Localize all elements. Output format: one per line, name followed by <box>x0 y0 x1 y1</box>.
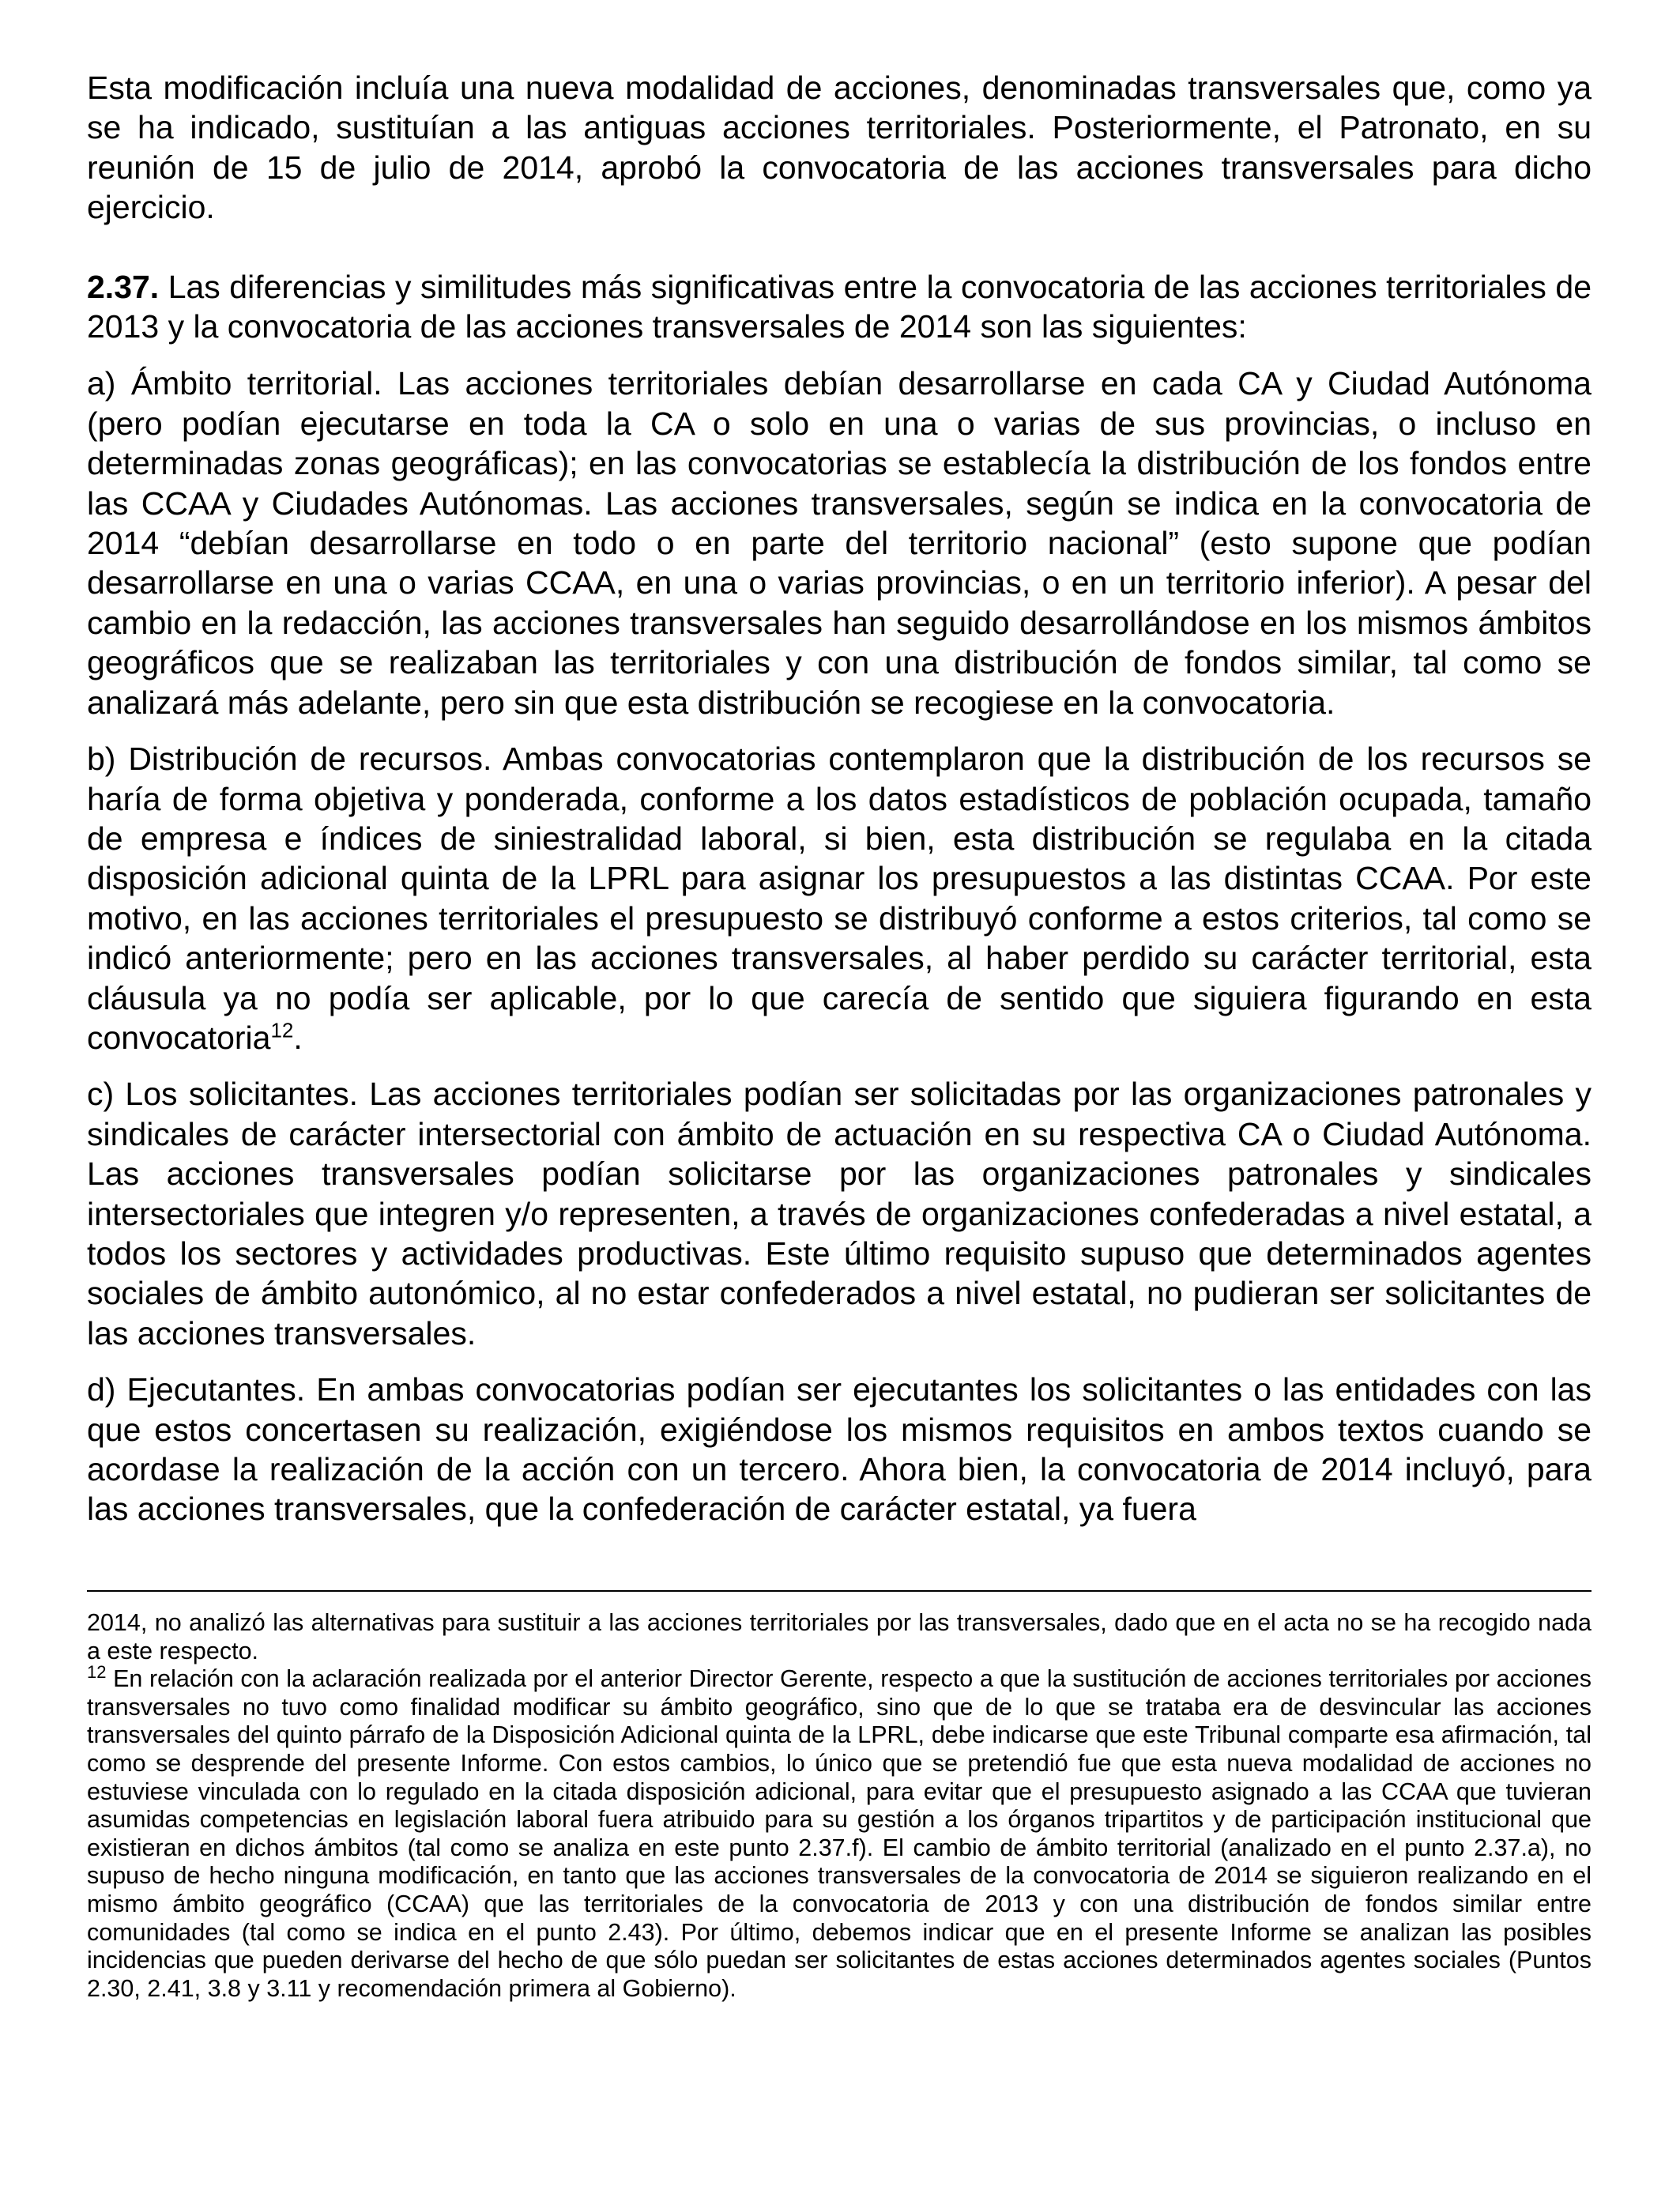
footnote-separator <box>87 1590 1591 1592</box>
item-b-text: b) Distribución de recursos. Ambas convocatorias contemplaron que la distribución de los recursos se haría de forma objetiva y ponderada, conforme a los datos estadísticos de población ocupada, tamaño de empresa e índices de siniestralidad laboral, si bien, esta distribución se regulaba en la citada disposición adicional quinta de la LPRL para asignar los presupuestos a las distintas CCAA. Por este motivo, en las acciones territoriales el presupuesto se distribuyó conforme a estos criterios, tal como se indicó anteriormente; pero en las acciones transversales, al haber perdido su carácter territorial, esta cláusula ya no podía ser aplicable, por lo que carecía de sentido que siguiera figurando en esta convocatoria <box>87 741 1591 1056</box>
item-b-distribucion-recursos <box>87 739 1591 1057</box>
paragraph-2-37 <box>87 267 1591 347</box>
document-body <box>87 68 1591 1529</box>
item-c-solicitantes: c) Los solicitantes. Las acciones territoriales podían ser solicitadas por las organizaciones patronales y sindicales de carácter intersectorial con ámbito de actuación en su respectiva CA o Ciudad Autónoma. Las acciones transversales podían solicitarse por las organizaciones patronales y sindicales intersectoriales que integren y/o representen, a través de organizaciones confederadas a nivel estatal, a todos los sectores y actividades productivas. Este último requisito supuso que determinados agentes sociales de ámbito autonómico, al no estar confederados a nivel estatal, no pudieran ser solicitantes de las acciones transversales. <box>87 1076 1591 1351</box>
footnote-12-number: 12 <box>87 1662 107 1683</box>
footnote-ref-12: 12 <box>270 1018 294 1042</box>
footnotes <box>87 1609 1591 2003</box>
item-d-ejecutantes: d) Ejecutantes. En ambas convocatorias podían ser ejecutantes los solicitantes o las entidades con las que estos concertasen su realización, exigiéndose los mismos requisitos en ambos textos cuando se acordase la realización de la acción con un tercero. Ahora bien, la convocatoria de 2014 incluyó, para las acciones transversales, que la confederación de carácter estatal, ya fuera <box>87 1371 1591 1528</box>
footnote-12-text: En relación con la aclaración realizada por el anterior Director Gerente, respecto a que la sustitución de acciones territoriales por acciones transversales no tuvo como finalidad modificar su ámbito geográfico, sino que de lo que se trataba era de desvincular las acciones transversales del quinto párrafo de la Disposición Adicional quinta de la LPRL, debe indicarse que este Tribunal comparte esa afirmación, tal como se desprende del presente Informe. Con estos cambios, lo único que se pretendió fue que esta nueva modalidad de acciones no estuviese vinculada con lo regulado en la citada disposición adicional, para evitar que el presupuesto asignado a las CCAA que tuvieran asumidas competencias en legislación laboral fuera atribuido para su gestión a los órganos tripartitos y de participación institucional que existieran en dichos ámbitos (tal como se analiza en este punto 2.37.f). El cambio de ámbito territorial (analizado en el punto 2.37.a), no supuso de hecho ninguna modificación, en tanto que las acciones transversales de la convocatoria de 2014 se siguieron realizando en el mismo ámbito geográfico (CCAA) que las territoriales de la convocatoria de 2013 y con una distribución de fondos similar entre comunidades (tal como se indica en el punto 2.43). Por último, debemos indicar que en el presente Informe se analizan las posibles incidencias que pueden derivarse del hecho de que sólo puedan ser solicitantes de estas acciones determinados agentes sociales (Puntos 2.30, 2.41, 3.8 y 3.11 y recomendación primera al Gobierno). <box>87 1665 1591 2002</box>
item-b-end: . <box>293 1019 303 1056</box>
footnote-continued: 2014, no analizó las alternativas para sustituir a las acciones territoriales por las transversales, dado que en el acta no se ha recogido nada a este respecto. <box>87 1609 1591 1664</box>
paragraph-2-37-text: Las diferencias y similitudes más significativas entre la convocatoria de las acciones territoriales de 2013 y la convocatoria de las acciones transversales de 2014 son las siguientes: <box>87 268 1591 345</box>
paragraph-intro: Esta modificación incluía una nueva modalidad de acciones, denominadas transversales que, como ya se ha indicado, sustituían a las antiguas acciones territoriales. Posteriormente, el Patronato, en su reunión de 15 de julio de 2014, aprobó la convocatoria de las acciones transversales para dicho ejercicio. <box>87 70 1591 226</box>
footnote-12 <box>87 1662 1591 2003</box>
paragraph-number: 2.37. <box>87 268 160 305</box>
item-a-ambito-territorial: a) Ámbito territorial. Las acciones territoriales debían desarrollarse en cada CA y Ciudad Autónoma (pero podían ejecutarse en toda la CA o solo en una o varias de sus provincias, o incluso en determinadas zonas geográficas); en las convocatorias se establecía la distribución de los fondos entre las CCAA y Ciudades Autónomas. Las acciones transversales, según se indica en la convocatoria de 2014 “debían desarrollarse en todo o en parte del territorio nacional” (esto supone que podían desarrollarse en una o varias CCAA, en una o varias provincias, o en un territorio inferior). A pesar del cambio en la redacción, las acciones transversales han seguido desarrollándose en los mismos ámbitos geográficos que se realizaban las territoriales y con una distribución de fondos similar, tal como se analizará más adelante, pero sin que esta distribución se recogiese en la convocatoria. <box>87 365 1591 721</box>
